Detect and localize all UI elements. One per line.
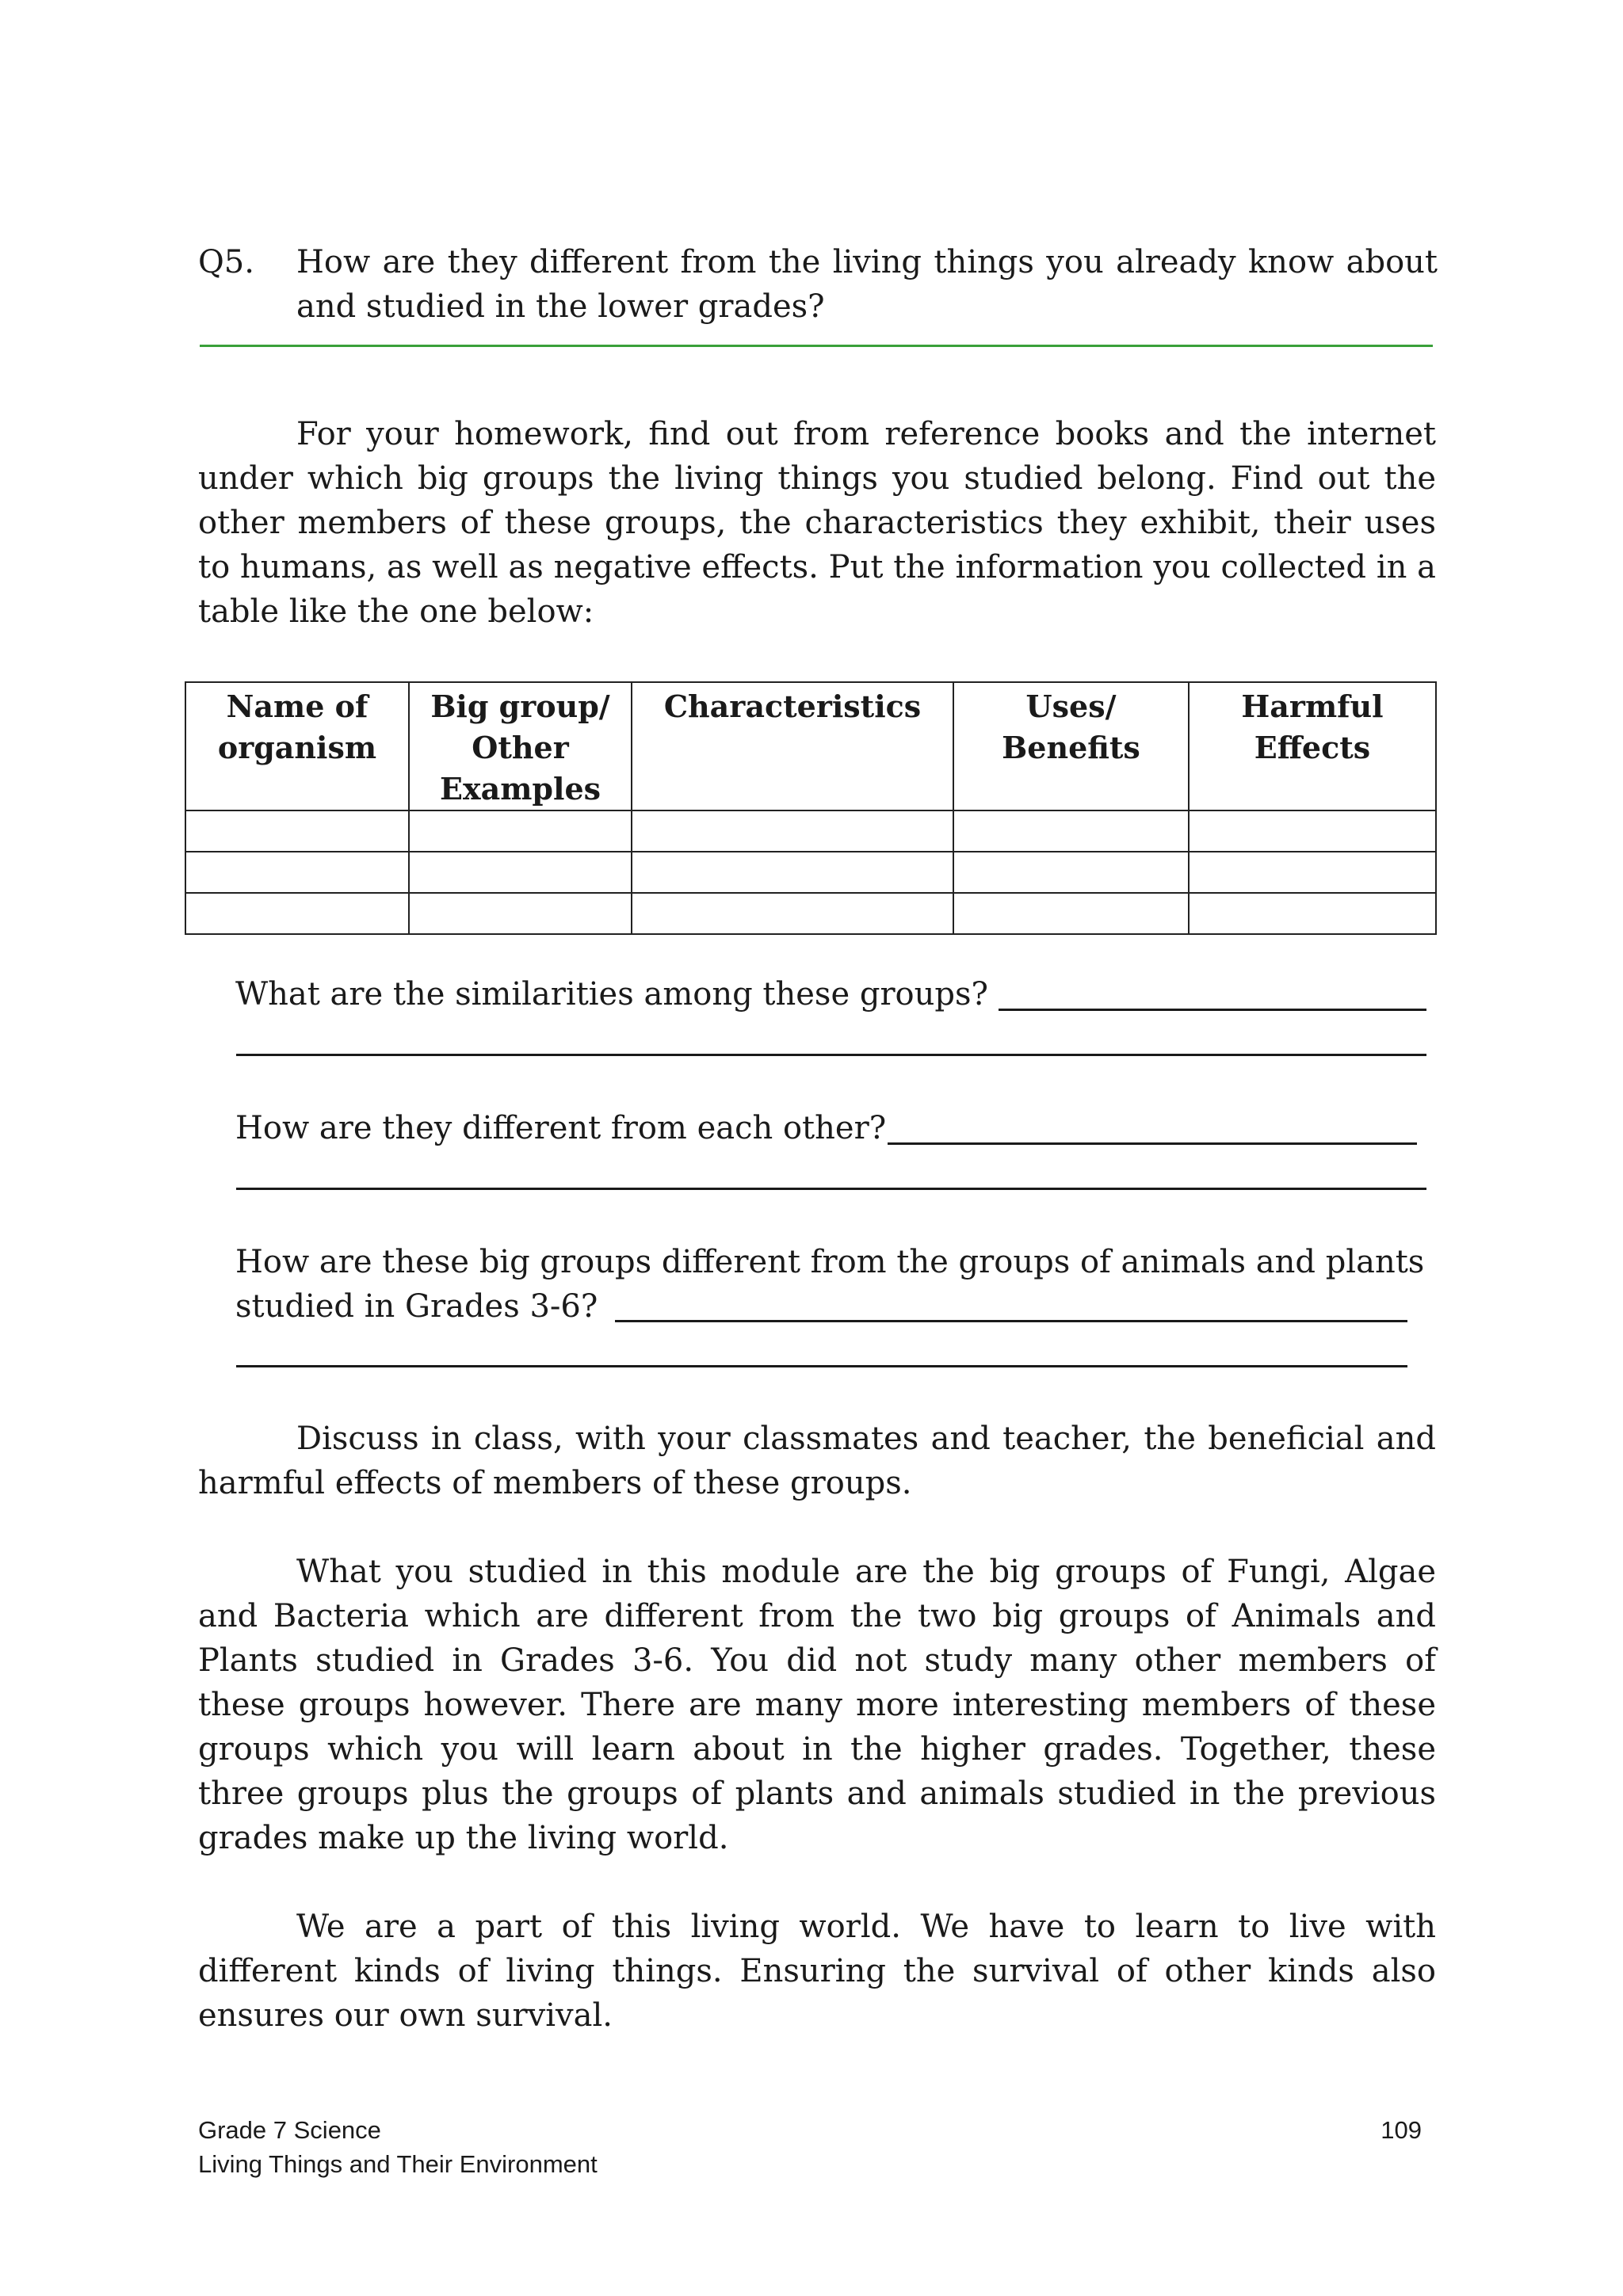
table-header-cell: Uses/ Benefits	[953, 682, 1189, 810]
table-cell[interactable]	[409, 852, 632, 893]
table-row	[185, 893, 1436, 934]
table-cell[interactable]	[632, 893, 953, 934]
grades-question-line2: studied in Grades 3-6?	[235, 1288, 598, 1325]
table-cell[interactable]	[632, 852, 953, 893]
table-cell[interactable]	[632, 810, 953, 852]
homework-paragraph: For your homework, find out from reference books and the internet under which big groups the living things you studied belong. Find out the other members of these groups, the characteristics they exhibit, their uses to humans, as well as negative effects. Put the information you collected in a table like the one below:	[198, 416, 1436, 630]
page-number: 109	[1381, 2116, 1422, 2144]
table-cell[interactable]	[953, 893, 1189, 934]
answer-line[interactable]	[615, 1320, 1407, 1322]
table-cell[interactable]	[409, 810, 632, 852]
question-text: How are they different from the living things you already know about and studied in the lower grades?	[296, 244, 1438, 325]
table-cell[interactable]	[1189, 810, 1436, 852]
footer-course: Grade 7 Science	[198, 2116, 381, 2144]
table-cell[interactable]	[409, 893, 632, 934]
table-cell[interactable]	[953, 810, 1189, 852]
table-header-cell: Harmful Effects	[1189, 682, 1436, 810]
table-row	[185, 810, 1436, 852]
organism-table	[185, 681, 1437, 935]
table-cell[interactable]	[953, 852, 1189, 893]
table-header-cell: Name of organism	[185, 682, 409, 810]
answer-line-green	[200, 345, 1433, 347]
discuss-paragraph: Discuss in class, with your classmates and teacher, the beneficial and harmful effects of members of these groups.	[198, 1421, 1436, 1501]
table-header-cell: Characteristics	[632, 682, 953, 810]
similarities-question: What are the similarities among these groups?	[235, 976, 988, 1013]
table-cell[interactable]	[185, 893, 409, 934]
question-number: Q5.	[198, 244, 254, 280]
grades-question-line1: How are these big groups different from the groups of animals and plants	[235, 1244, 1425, 1280]
answer-line[interactable]	[236, 1188, 1426, 1190]
footer-unit: Living Things and Their Environment	[198, 2150, 598, 2178]
table-header-row	[185, 682, 1436, 810]
answer-line[interactable]	[236, 1365, 1407, 1367]
table-row	[185, 852, 1436, 893]
differences-question: How are they different from each other?	[235, 1110, 887, 1146]
module-summary-paragraph: What you studied in this module are the big groups of Fungi, Algae and Bacteria which are different from the two big groups of Animals and Plants studied in Grades 3-6. You did not study many other members of these groups however. There are many more interesting members of these groups which you will learn about in the higher grades. Together, these three groups plus the groups of plants and animals studied in the previous grades make up the living world.	[198, 1554, 1436, 1856]
answer-line[interactable]	[236, 1054, 1426, 1056]
table-cell[interactable]	[185, 810, 409, 852]
table-cell[interactable]	[1189, 893, 1436, 934]
answer-line[interactable]	[888, 1142, 1417, 1145]
table-header-cell: Big group/ Other Examples	[409, 682, 632, 810]
table-cell[interactable]	[185, 852, 409, 893]
answer-line[interactable]	[999, 1009, 1426, 1011]
table-cell[interactable]	[1189, 852, 1436, 893]
living-world-paragraph: We are a part of this living world. We have to learn to live with different kinds of living things. Ensuring the survival of other kinds also ensures our own survival.	[198, 1909, 1436, 2034]
